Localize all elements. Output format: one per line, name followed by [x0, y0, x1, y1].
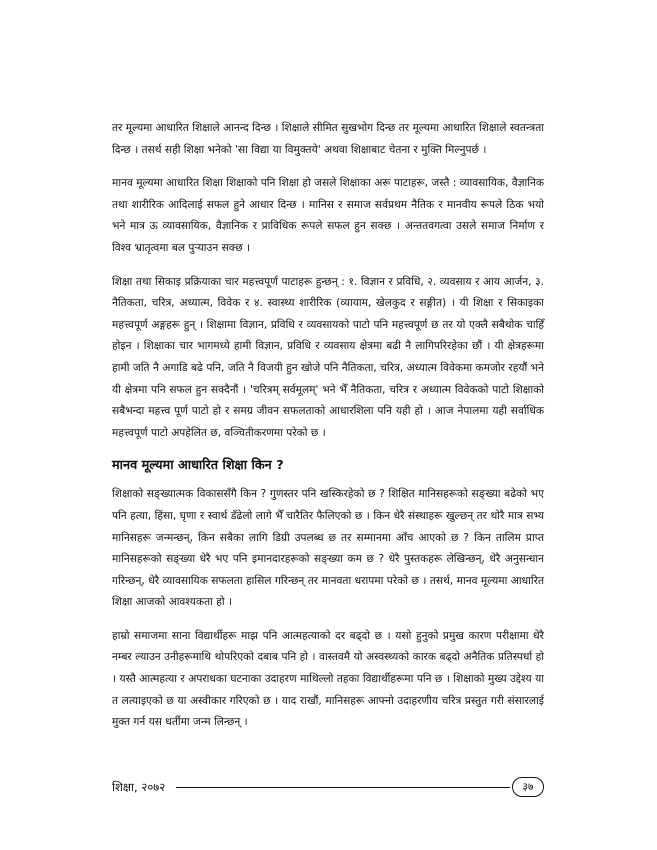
paragraph-3: शिक्षा तथा सिकाइ प्रक्रियाका चार महत्त्वपूर्ण पाटाहरू हुन्छन् : १. विज्ञान र प्रविधि, २. व्यवसाय र आय आर्जन, ३. नैतिकता, चरित्र, अध्यात्म, विवेक र ४. स्वास्थ्य शारीरिक (व्यायाम, खेलकुद र सङ्गीत) । यी शिक्षा र सिकाइका महत्त्वपूर्ण अङ्गहरू हुन् । शिक्षामा विज्ञान, प्रविधि र व्यवसायको पाटो पनि महत्त्वपूर्ण छ तर यो एक्लै सबैथोक चाहिँ होइन । शिक्षाका चार भागमध्ये हामी विज्ञान, प्रविधि र व्यवसाय क्षेत्रमा बढी नै लागिपरिरहेका छौं । यी क्षेत्रहरूमा हामी जति नै अगाडि बढे पनि, जति नै विजयी हुन खोजे पनि नैतिकता, चरित्र, अध्यात्म विवेकमा कमजोर रहयौं भने यी क्षेत्रमा पनि सफल हुन सक्दैनौं । 'चरित्रम् सर्वमूलम्' भने भैँ नैतिकता, चरित्र र अध्यात्म विवेकको पाटो शिक्षाको सबैभन्दा महत्त्व पूर्ण पाटो हो र समग्र जीवन सफलताको आधारशिला पनि यही हो । आज नेपालमा यही सर्वाधिक महत्त्वपूर्ण पाटो अपहेलित छ, वञ्चितीकरणमा परेको छ । [112, 275, 544, 439]
page-number: ३७ [512, 777, 544, 797]
section-heading: मानव मूल्यमा आधारित शिक्षा किन ? [112, 458, 284, 474]
page-footer [112, 776, 544, 798]
paragraph-5: हाम्रो समाजमा साना विद्यार्थीहरू माझ पनि आत्महत्याको दर बढ्दो छ । यसो हुनुको प्रमुख कारण परीक्षामा धेरै नम्बर ल्याउन उनीहरूमाथि थोपरिएको दबाब पनि हो । वास्तवमै यो अस्वस्थ्यको कारक बढ्दो अनैतिक प्रतिस्पर्धा हो । यस्तै आत्महत्या र अपराधका घटनाका उदाहरण माथिल्लो तहका विद्यार्थीहरूमा पनि छ । शिक्षाको मुख्य उद्देश्य या त लत्याइएको छ या अस्वीकार गरिएको छ । याद राखौं, मानिसहरू आफ्नो उदाहरणीय चरित्र प्रस्तुत गरी संसारलाई मुक्त गर्न यस धर्तीमा जन्म लिन्छन् । [112, 629, 544, 729]
footer-rule [176, 787, 510, 788]
paragraph-1: तर मूल्यमा आधारित शिक्षाले आनन्द दिन्छ । शिक्षाले सीमित सुखभोग दिन्छ तर मूल्यमा आधारित शिक्षाले स्वतन्त्रता दिन्छ । तसर्थ सही शिक्षा भनेको 'सा विद्या या विमुक्तये' अथवा शिक्षाबाट चेतना र मुक्ति मिल्नुपर्छ । [112, 122, 544, 156]
article-body [112, 118, 544, 746]
footer-publication-label: शिक्षा, २०७२ [112, 780, 166, 794]
paragraph-4: शिक्षाको सङ्ख्यात्मक विकाससँगै किन ? गुणस्तर पनि खस्किरहेको छ ? शिक्षित मानिसहरूको सङ्ख्या बढेको भए पनि हत्या, हिंसा, घृणा र स्वार्थ डँढेलो लागे भैँ चारैतिर फैलिएको छ । किन धेरै संस्थाहरू खुल्छन् तर थोरै मात्र सभ्य मानिसहरू जन्मन्छन्, किन सबैका लागि डिग्री उपलब्ध छ तर सम्मानमा आँच आएको छ ? किन तालिम प्राप्त मानिसहरूको सङ्ख्या धेरै भए पनि इमानदारहरूको सङ्ख्या कम छ ? धेरै पुस्तकहरू लेखिन्छन्, धेरै अनुसन्धान गरिन्छन्, धेरै व्यावसायिक सफलता हासिल गरिन्छन् तर मानवता धरापमा परेको छ । तसर्थ, मानव मूल्यमा आधारित शिक्षा आजको आवश्यकता हो । [112, 488, 544, 609]
paragraph-2: मानव मूल्यमा आधारित शिक्षा शिक्षाको पनि शिक्षा हो जसले शिक्षाका अरू पाटाहरू, जस्तै : व्यावसायिक, वैज्ञानिक तथा शारीरिक आदिलाई सफल हुने आधार दिन्छ । मानिस र समाज सर्वप्रथम नैतिक र मानवीय रूपले ठिक भयो भने मात्र ऊ व्यावसायिक, वैज्ञानिक र प्राविधिक रूपले सफल हुन सक्छ । अन्ततवगत्वा उसले समाज निर्माण र विश्व भ्रातृत्वमा बल पुऱ्याउन सक्छ । [112, 177, 544, 254]
